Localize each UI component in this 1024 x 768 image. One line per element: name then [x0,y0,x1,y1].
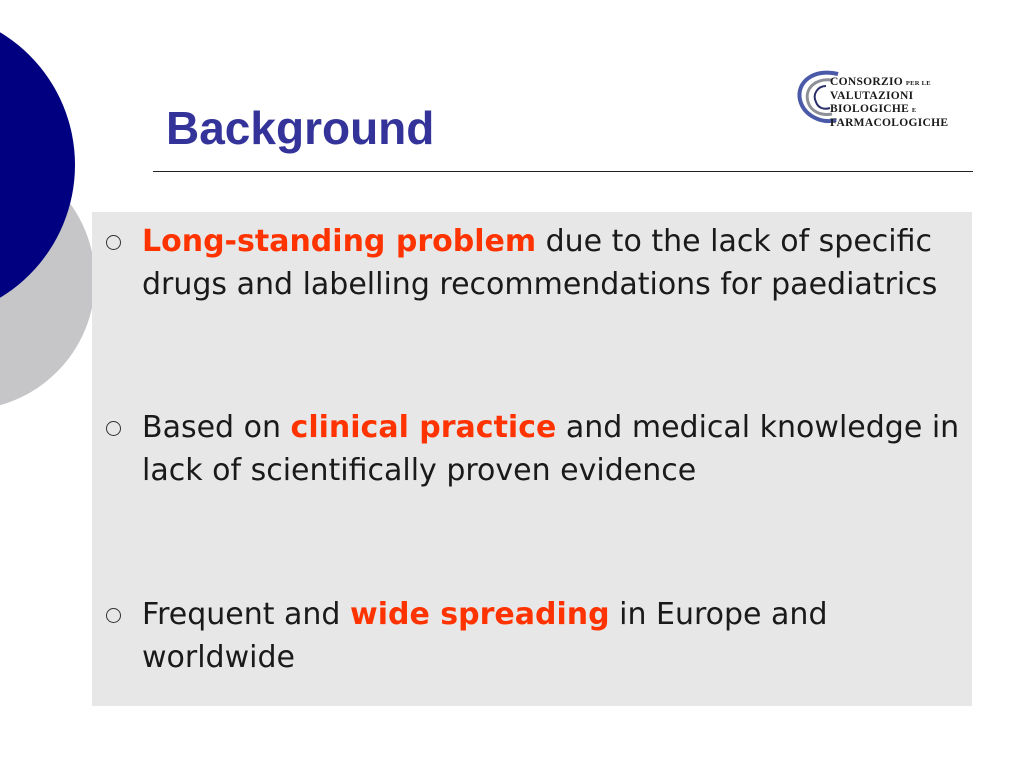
hollow-circle-bullet-icon [106,421,121,436]
bullet-text: Based on [142,410,291,445]
bullet-highlight: wide spreading [350,597,610,632]
bullet-highlight: Long-standing problem [142,224,537,259]
hollow-circle-bullet-icon [106,235,121,250]
bullet-item-2 [142,406,964,492]
bullet-highlight: clinical practice [290,410,557,445]
logo-line-1: CONSORZIO PER LE [830,76,931,88]
bullet-text: in Europe and worldwide [142,597,828,675]
logo-line-3: BIOLOGICHE E [830,103,917,115]
bullet-item-1 [142,220,964,306]
logo-line-2: VALUTAZIONI [830,90,914,102]
hollow-circle-bullet-icon [106,608,121,623]
bullet-text: due to the lack of specific drugs and labelling recommendations for paediatrics [142,224,938,302]
bullet-text: Frequent and [142,597,351,632]
logo-text [830,76,948,130]
consortium-logo [792,66,949,138]
bullet-text: and medical knowledge in lack of scientifically proven evidence [142,410,960,488]
bullet-item-3 [142,593,964,679]
slide-title: Background [166,102,435,154]
content-panel [92,212,972,706]
title-divider [153,171,973,172]
logo-line-4: FARMACOLOGICHE [830,117,949,129]
